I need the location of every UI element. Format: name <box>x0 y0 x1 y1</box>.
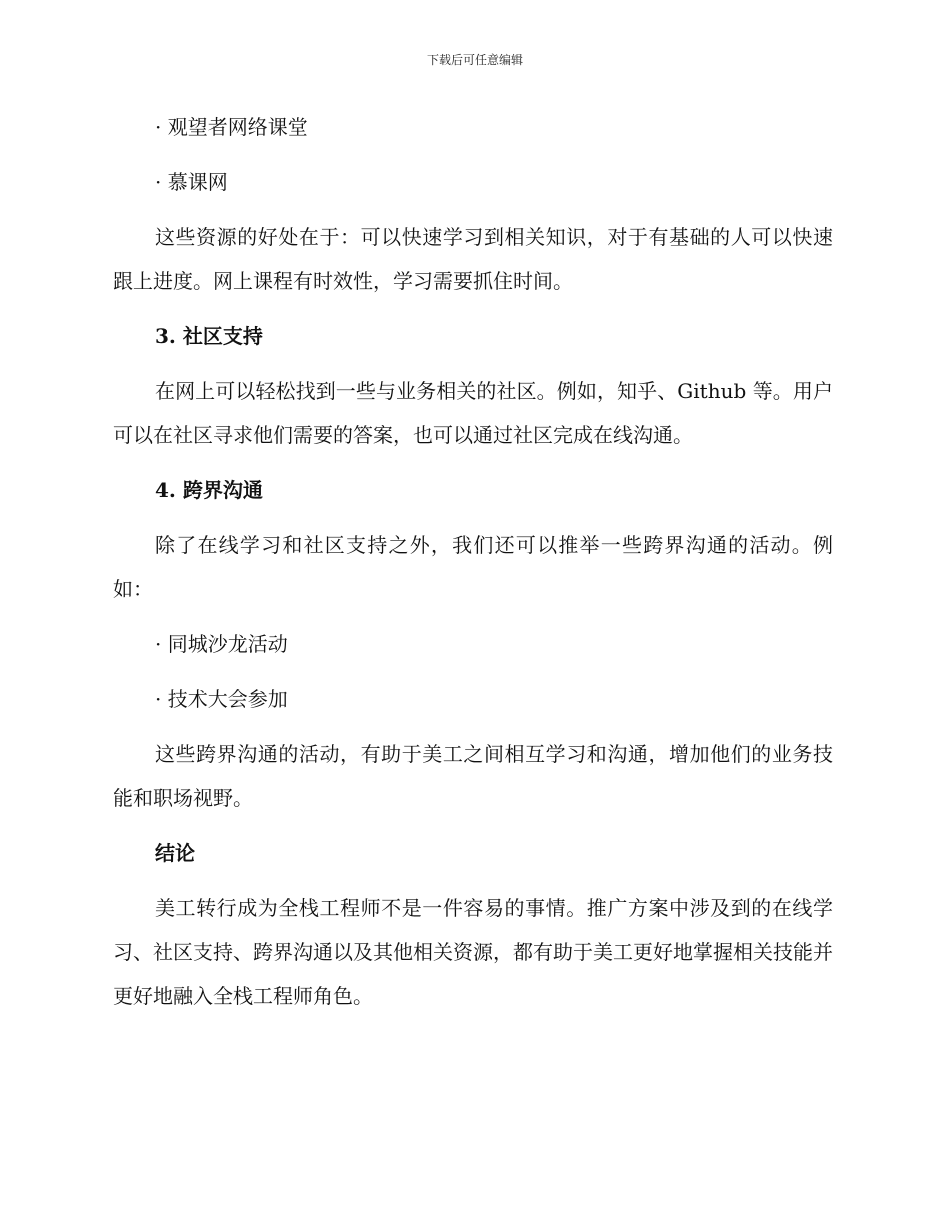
paragraph: 这些资源的好处在于：可以快速学习到相关知识，对于有基础的人可以快速跟上进度。网上课程有时效性，学习需要抓住时间。 <box>113 225 833 293</box>
paragraph: 在网上可以轻松找到一些与业务相关的社区。例如，知乎、Github 等。用户可以在社区寻求他们需要的答案，也可以通过社区完成在线沟通。 <box>113 379 833 447</box>
section-heading: 3. 社区支持 <box>155 324 263 348</box>
paragraph: 美工转行成为全栈工程师不是一件容易的事情。推广方案中涉及到的在线学习、社区支持、跨界沟通以及其他相关资源，都有助于美工更好地掌握相关技能并更好地融入全栈工程师角色。 <box>113 896 833 1008</box>
list-item: · 慕课网 <box>155 170 228 194</box>
list-item: · 同城沙龙活动 <box>155 632 288 656</box>
list-item: · 技术大会参加 <box>155 687 288 711</box>
paragraph: 除了在线学习和社区支持之外，我们还可以推举一些跨界沟通的活动。例如： <box>113 533 833 601</box>
page-header: 下载后可任意编辑 <box>426 53 523 67</box>
document-body <box>113 105 833 1018</box>
list-item: · 观望者网络课堂 <box>155 115 308 139</box>
paragraph: 这些跨界沟通的活动，有助于美工之间相互学习和沟通，增加他们的业务技能和职场视野。 <box>113 742 833 810</box>
section-heading: 结论 <box>155 841 195 865</box>
section-heading: 4. 跨界沟通 <box>155 478 263 502</box>
